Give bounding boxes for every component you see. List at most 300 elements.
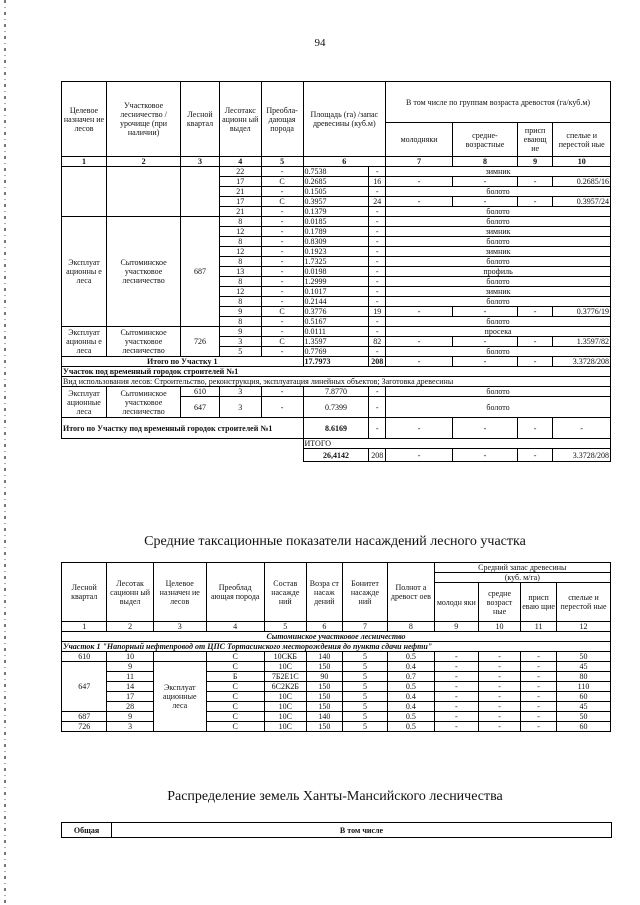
- table-cell: -: [386, 357, 453, 367]
- purpose-cell: [153, 652, 206, 662]
- table-cell: -: [434, 662, 478, 672]
- total-label: Итого по Участку 1: [62, 357, 304, 367]
- column-number: 2: [106, 157, 180, 167]
- table-cell: 6С2К2Б: [264, 682, 306, 692]
- table-cell: 0.5: [388, 712, 434, 722]
- column-number: 4: [219, 157, 261, 167]
- table-cell: 0.1923: [303, 247, 369, 257]
- table-cell: 9: [219, 327, 261, 337]
- header-young: молодняки: [386, 123, 453, 157]
- table-cell: 5: [342, 702, 387, 712]
- table-cell: -: [369, 418, 386, 439]
- table-cell: 8: [219, 217, 261, 227]
- table-cell: -: [521, 672, 557, 682]
- table-cell: С: [206, 692, 264, 702]
- table-cell: -: [261, 297, 303, 307]
- table-cell: 10С: [264, 722, 306, 732]
- column-number: 7: [386, 157, 453, 167]
- table-cell: 150: [306, 722, 342, 732]
- table-cell: 5: [342, 662, 387, 672]
- plot-cell: 14: [107, 682, 153, 692]
- table-cell: 0.2685: [303, 177, 369, 187]
- table-cell: -: [478, 682, 520, 692]
- table-cell: 8: [219, 317, 261, 327]
- table-row: [62, 692, 611, 702]
- column-number: 10: [553, 157, 611, 167]
- table-cell: -: [261, 287, 303, 297]
- table-cell: 208: [369, 357, 386, 367]
- purpose-cell: Эксплуат ационные леса: [62, 387, 107, 418]
- table-row: [62, 217, 611, 227]
- col-including-header: В том числе: [112, 823, 612, 838]
- header-quarter: Лесной квартал: [62, 563, 107, 622]
- land-category: зимник: [386, 287, 611, 297]
- table-row: [62, 682, 611, 692]
- table-cell: -: [261, 207, 303, 217]
- table-cell: -: [434, 722, 478, 732]
- column-number: 11: [521, 622, 557, 632]
- table-cell: 0.5: [388, 722, 434, 732]
- table-cell: 7.8770: [303, 387, 369, 397]
- table-cell: -: [521, 702, 557, 712]
- table-cell: 0.5: [388, 652, 434, 662]
- column-number: 6: [306, 622, 342, 632]
- table-cell: -: [453, 357, 518, 367]
- total-row: [62, 357, 611, 367]
- forestry-cell: Сытоминское участковое лесничество: [106, 387, 180, 418]
- table-cell: 8: [219, 297, 261, 307]
- table-cell: -: [517, 418, 553, 439]
- table-cell: 3: [219, 397, 261, 418]
- table-cell: -: [261, 397, 303, 418]
- land-category: болото: [386, 277, 611, 287]
- section-row: [62, 367, 611, 377]
- table-cell: -: [434, 652, 478, 662]
- table-cell: -: [434, 672, 478, 682]
- table-cell: С: [206, 702, 264, 712]
- plot-cell: 9: [107, 662, 153, 672]
- header-stock: Средний запас древесины: [434, 563, 610, 573]
- table-cell: -: [369, 247, 386, 257]
- table-row: [62, 387, 611, 397]
- table-header-row: [62, 563, 611, 573]
- table-cell: 3: [219, 337, 261, 347]
- column-number: 3: [181, 157, 220, 167]
- column-number: 2: [107, 622, 153, 632]
- table-cell: -: [369, 397, 386, 418]
- header-middle: средне возраст ные: [478, 583, 520, 622]
- table-cell: 7Б2Е1С: [264, 672, 306, 682]
- column-number: 9: [434, 622, 478, 632]
- table-cell: 8: [219, 237, 261, 247]
- table-cell: 140: [306, 652, 342, 662]
- table-cell: -: [261, 187, 303, 197]
- table-cell: -: [453, 177, 518, 187]
- table-cell: 45: [557, 702, 611, 712]
- header-plot: Лесотак сационн ый выдел: [107, 563, 153, 622]
- header-purpose: Целевое назначен ие лесов: [62, 82, 107, 157]
- table-cell: 9: [219, 307, 261, 317]
- land-category: зимник: [386, 247, 611, 257]
- table-cell: 50: [557, 652, 611, 662]
- table-cell: -: [261, 317, 303, 327]
- table-cell: 0.1789: [303, 227, 369, 237]
- table-cell: -: [478, 672, 520, 682]
- table-cell: 3.3728/208: [553, 449, 611, 462]
- table-cell: 0.5167: [303, 317, 369, 327]
- table-cell: -: [478, 692, 520, 702]
- table-cell: С: [206, 652, 264, 662]
- column-number: 12: [557, 622, 611, 632]
- table-cell: 60: [557, 692, 611, 702]
- table-cell: 5: [342, 712, 387, 722]
- quarter-cell: 610: [181, 387, 220, 397]
- table-cell: 0.1379: [303, 207, 369, 217]
- table-cell: 0.8309: [303, 237, 369, 247]
- land-category: зимник: [386, 227, 611, 237]
- purpose-cell: Эксплуат ационны е леса: [62, 327, 107, 357]
- header-species: Преобла- дающая порода: [261, 82, 303, 157]
- table-cell: С: [206, 712, 264, 722]
- avg-indicators-table-body: [62, 563, 611, 732]
- table-cell: 10С: [264, 702, 306, 712]
- purpose-cell: Эксплуат ационные леса: [153, 662, 206, 732]
- land-category: болото: [386, 237, 611, 247]
- table-cell: 0.3776/19: [553, 307, 611, 317]
- table-cell: 60: [557, 722, 611, 732]
- quarter-cell: 647: [62, 662, 107, 712]
- column-number: 3: [153, 622, 206, 632]
- table-cell: -: [521, 682, 557, 692]
- table-cell: -: [453, 449, 518, 462]
- quarter-cell: 726: [62, 722, 107, 732]
- table-cell: 0.5: [388, 682, 434, 692]
- table-cell: 5: [342, 692, 387, 702]
- column-number-row: [62, 157, 611, 167]
- header-middle: средне- возрастные: [453, 123, 518, 157]
- table-cell: 10С: [264, 712, 306, 722]
- grand-total-label: ИТОГО: [303, 439, 611, 449]
- quarter-cell: 687: [181, 217, 220, 327]
- forest-plots-table-body: [62, 82, 611, 462]
- table-cell: 10С: [264, 662, 306, 672]
- table-cell: С: [261, 337, 303, 347]
- table-cell: -: [261, 267, 303, 277]
- table-cell: -: [386, 418, 453, 439]
- table-cell: -: [369, 287, 386, 297]
- table-cell: -: [517, 307, 553, 317]
- section-title: Участок 1 "Напорный нефтепровод от ЦПС Тортасинского месторождения до пункта сдачи нефти": [62, 642, 611, 652]
- table-cell: 50: [557, 712, 611, 722]
- table-row: [62, 652, 611, 662]
- quarter-cell: [181, 167, 220, 217]
- table-cell: 19: [369, 307, 386, 317]
- purpose-cell: Эксплуат ационны е леса: [62, 217, 107, 327]
- table-cell: 5: [219, 347, 261, 357]
- table-cell: 10С: [264, 692, 306, 702]
- table-cell: 82: [369, 337, 386, 347]
- total-label: Итого по Участку под временный городок строителей №1: [62, 418, 304, 439]
- table-cell: -: [369, 237, 386, 247]
- table-cell: 21: [219, 207, 261, 217]
- table-cell: -: [369, 387, 386, 397]
- table-row: [62, 722, 611, 732]
- table-row: [62, 167, 611, 177]
- land-distribution-table: [61, 822, 612, 838]
- grand-total-label-row: [62, 439, 611, 449]
- table-cell: 12: [219, 287, 261, 297]
- table-cell: 21: [219, 187, 261, 197]
- table-cell: -: [521, 662, 557, 672]
- header-quarter: Лесной квартал: [181, 82, 220, 157]
- table-cell: -: [369, 227, 386, 237]
- table-cell: -: [369, 207, 386, 217]
- table-cell: -: [521, 712, 557, 722]
- header-age: Возра ст насаж дений: [306, 563, 342, 622]
- forestry-cell: Сытоминское участковое лесничество: [106, 217, 180, 327]
- table-cell: 5: [342, 672, 387, 682]
- table-cell: 5: [342, 722, 387, 732]
- table-cell: Б: [206, 672, 264, 682]
- table-cell: 150: [306, 702, 342, 712]
- table-cell: 0.2144: [303, 297, 369, 307]
- table-cell: -: [369, 347, 386, 357]
- table-cell: -: [261, 167, 303, 177]
- quarter-cell: 726: [181, 327, 220, 357]
- table-header-row: [62, 82, 611, 123]
- forestry-cell: Сытоминское участковое лесничество: [106, 327, 180, 357]
- col-total-header: Общая: [62, 823, 112, 838]
- header-mature: спелые и перестой ные: [557, 583, 611, 622]
- table-cell: -: [478, 712, 520, 722]
- table-cell: 17: [219, 177, 261, 187]
- table-cell: 0.1505: [303, 187, 369, 197]
- table-cell: -: [261, 387, 303, 397]
- forestry-row: [62, 632, 611, 642]
- table-cell: 0.4: [388, 702, 434, 712]
- table-cell: -: [521, 722, 557, 732]
- table-cell: С: [206, 722, 264, 732]
- table-cell: -: [261, 347, 303, 357]
- table-cell: -: [261, 257, 303, 267]
- table-cell: -: [261, 277, 303, 287]
- table-cell: 24: [369, 197, 386, 207]
- total-row: [62, 418, 611, 439]
- table-cell: 17: [219, 197, 261, 207]
- scan-edge: [4, 0, 6, 905]
- land-category: болото: [386, 297, 611, 307]
- table-cell: 1.2999: [303, 277, 369, 287]
- table-cell: -: [369, 167, 386, 177]
- forestry-title: Сытоминское участковое лесничество: [62, 632, 611, 642]
- table-cell: -: [453, 197, 518, 207]
- column-number: 5: [264, 622, 306, 632]
- quarter-cell: 647: [181, 397, 220, 418]
- table-row: [62, 662, 611, 672]
- table-cell: -: [369, 277, 386, 287]
- table-cell: -: [434, 702, 478, 712]
- table-cell: 80: [557, 672, 611, 682]
- plot-cell: 3: [107, 722, 153, 732]
- table-cell: 5: [342, 652, 387, 662]
- table-cell: -: [369, 327, 386, 337]
- table-cell: -: [521, 692, 557, 702]
- table-cell: -: [517, 177, 553, 187]
- table-cell: -: [453, 307, 518, 317]
- header-purpose: Целевое назначен ие лесов: [153, 563, 206, 622]
- land-category: болото: [386, 317, 611, 327]
- land-category: болото: [386, 257, 611, 267]
- header-premature: присп еваю щие: [521, 583, 557, 622]
- plot-cell: 9: [107, 712, 153, 722]
- land-category: болото: [386, 187, 611, 197]
- table-cell: 150: [306, 692, 342, 702]
- table-cell: -: [369, 257, 386, 267]
- table-cell: 0.0185: [303, 217, 369, 227]
- table-cell: 22: [219, 167, 261, 177]
- table-cell: 0.4: [388, 662, 434, 672]
- table-cell: 0.7: [388, 672, 434, 682]
- section-row: [62, 642, 611, 652]
- table-cell: -: [369, 317, 386, 327]
- table-cell: -: [386, 197, 453, 207]
- table-cell: -: [478, 702, 520, 712]
- table-cell: -: [478, 662, 520, 672]
- plot-cell: 17: [107, 692, 153, 702]
- table-cell: 8: [219, 277, 261, 287]
- usage-text: Вид использования лесов: Строительство, реконструкция, эксплуатация линейных объектов; Заготовка древесины: [62, 377, 611, 387]
- table-row: [62, 712, 611, 722]
- table-cell: -: [386, 449, 453, 462]
- table-cell: 208: [369, 449, 386, 462]
- table-cell: -: [261, 227, 303, 237]
- table-cell: -: [369, 267, 386, 277]
- table-cell: 140: [306, 712, 342, 722]
- page-number: 94: [314, 37, 326, 49]
- table-cell: 3: [219, 387, 261, 397]
- land-category: болото: [386, 217, 611, 227]
- land-category: просека: [386, 327, 611, 337]
- land-category: профиль: [386, 267, 611, 277]
- table-cell: 0.7399: [303, 397, 369, 418]
- column-number: 8: [388, 622, 434, 632]
- table-cell: -: [261, 217, 303, 227]
- column-number: 7: [342, 622, 387, 632]
- column-number: 5: [261, 157, 303, 167]
- table-cell: -: [453, 418, 518, 439]
- table-cell: -: [369, 297, 386, 307]
- plot-cell: 11: [107, 672, 153, 682]
- table-row: [62, 327, 611, 337]
- table-cell: -: [517, 357, 553, 367]
- table-cell: С: [261, 177, 303, 187]
- quarter-cell: 687: [62, 712, 107, 722]
- table-cell: С: [206, 662, 264, 672]
- table-cell: С: [261, 197, 303, 207]
- table-cell: -: [553, 418, 611, 439]
- table-cell: -: [261, 237, 303, 247]
- table-cell: 17.7973: [303, 357, 369, 367]
- table-cell: -: [517, 337, 553, 347]
- column-number: 10: [478, 622, 520, 632]
- table-cell: 26,4142: [303, 449, 369, 462]
- table-cell: С: [261, 307, 303, 317]
- table-cell: 0.3776: [303, 307, 369, 317]
- usage-row: [62, 377, 611, 387]
- land-category: болото: [386, 387, 611, 397]
- header-composition: Состав насажде ний: [264, 563, 306, 622]
- column-number: 4: [206, 622, 264, 632]
- table-cell: С: [206, 682, 264, 692]
- section-heading-land-distribution: Распределение земель Ханты-Мансийского лесничества: [167, 789, 503, 804]
- table-cell: -: [386, 337, 453, 347]
- header-premature: присп евающ ие: [517, 123, 553, 157]
- column-number: 1: [62, 622, 107, 632]
- header-age-group: В том числе по группам возраста древостоя (га/куб.м): [386, 82, 611, 123]
- table-cell: 12: [219, 247, 261, 257]
- table-cell: 3.3728/208: [553, 357, 611, 367]
- table-cell: -: [517, 449, 553, 462]
- table-cell: 8: [219, 257, 261, 267]
- table-cell: 0.2685/16: [553, 177, 611, 187]
- table-cell: 150: [306, 682, 342, 692]
- section-title: Участок под временный городок строителей №1: [62, 367, 611, 377]
- column-number: 8: [453, 157, 518, 167]
- header-forestry: Участковое лесничество /урочище (при наличии): [106, 82, 180, 157]
- header-density: Полнот а древост оев: [388, 563, 434, 622]
- section-heading-avg-indicators: Средние таксационные показатели насаждений лесного участка: [144, 534, 526, 549]
- column-number-row: [62, 622, 611, 632]
- table-cell: 0.3957/24: [553, 197, 611, 207]
- table-cell: -: [369, 217, 386, 227]
- table-cell: -: [478, 652, 520, 662]
- table-row: [62, 672, 611, 682]
- table-cell: -: [386, 177, 453, 187]
- table-cell: -: [261, 247, 303, 257]
- header-mature: спелые и перестой ные: [553, 123, 611, 157]
- quarter-cell: 610: [62, 652, 107, 662]
- table-cell: 1.7325: [303, 257, 369, 267]
- table-cell: -: [521, 652, 557, 662]
- table-cell: 0.7769: [303, 347, 369, 357]
- forest-plots-table: [61, 81, 611, 462]
- header-plot: Лесотакс ационн ый выдел: [219, 82, 261, 157]
- table-cell: 13: [219, 267, 261, 277]
- table-cell: -: [434, 712, 478, 722]
- table-cell: -: [434, 682, 478, 692]
- table-cell: -: [369, 187, 386, 197]
- table-cell: 12: [219, 227, 261, 237]
- table-row: [62, 702, 611, 712]
- table-cell: -: [386, 307, 453, 317]
- table-cell: 0.0111: [303, 327, 369, 337]
- table-cell: -: [434, 692, 478, 702]
- blank-cell: [62, 439, 304, 462]
- table-cell: 0.0198: [303, 267, 369, 277]
- table-cell: 0.7538: [303, 167, 369, 177]
- header-species: Преоблад ающая порода: [206, 563, 264, 622]
- table-cell: 1.3597: [303, 337, 369, 347]
- column-number: 9: [517, 157, 553, 167]
- header-area: Площадь (га) /запас древесины (куб.м): [303, 82, 386, 157]
- header-young: молодн яки: [434, 583, 478, 622]
- column-number: 1: [62, 157, 107, 167]
- table-cell: 45: [557, 662, 611, 672]
- table-cell: 0.1017: [303, 287, 369, 297]
- table-cell: -: [453, 337, 518, 347]
- land-category: болото: [386, 347, 611, 357]
- table-cell: 110: [557, 682, 611, 692]
